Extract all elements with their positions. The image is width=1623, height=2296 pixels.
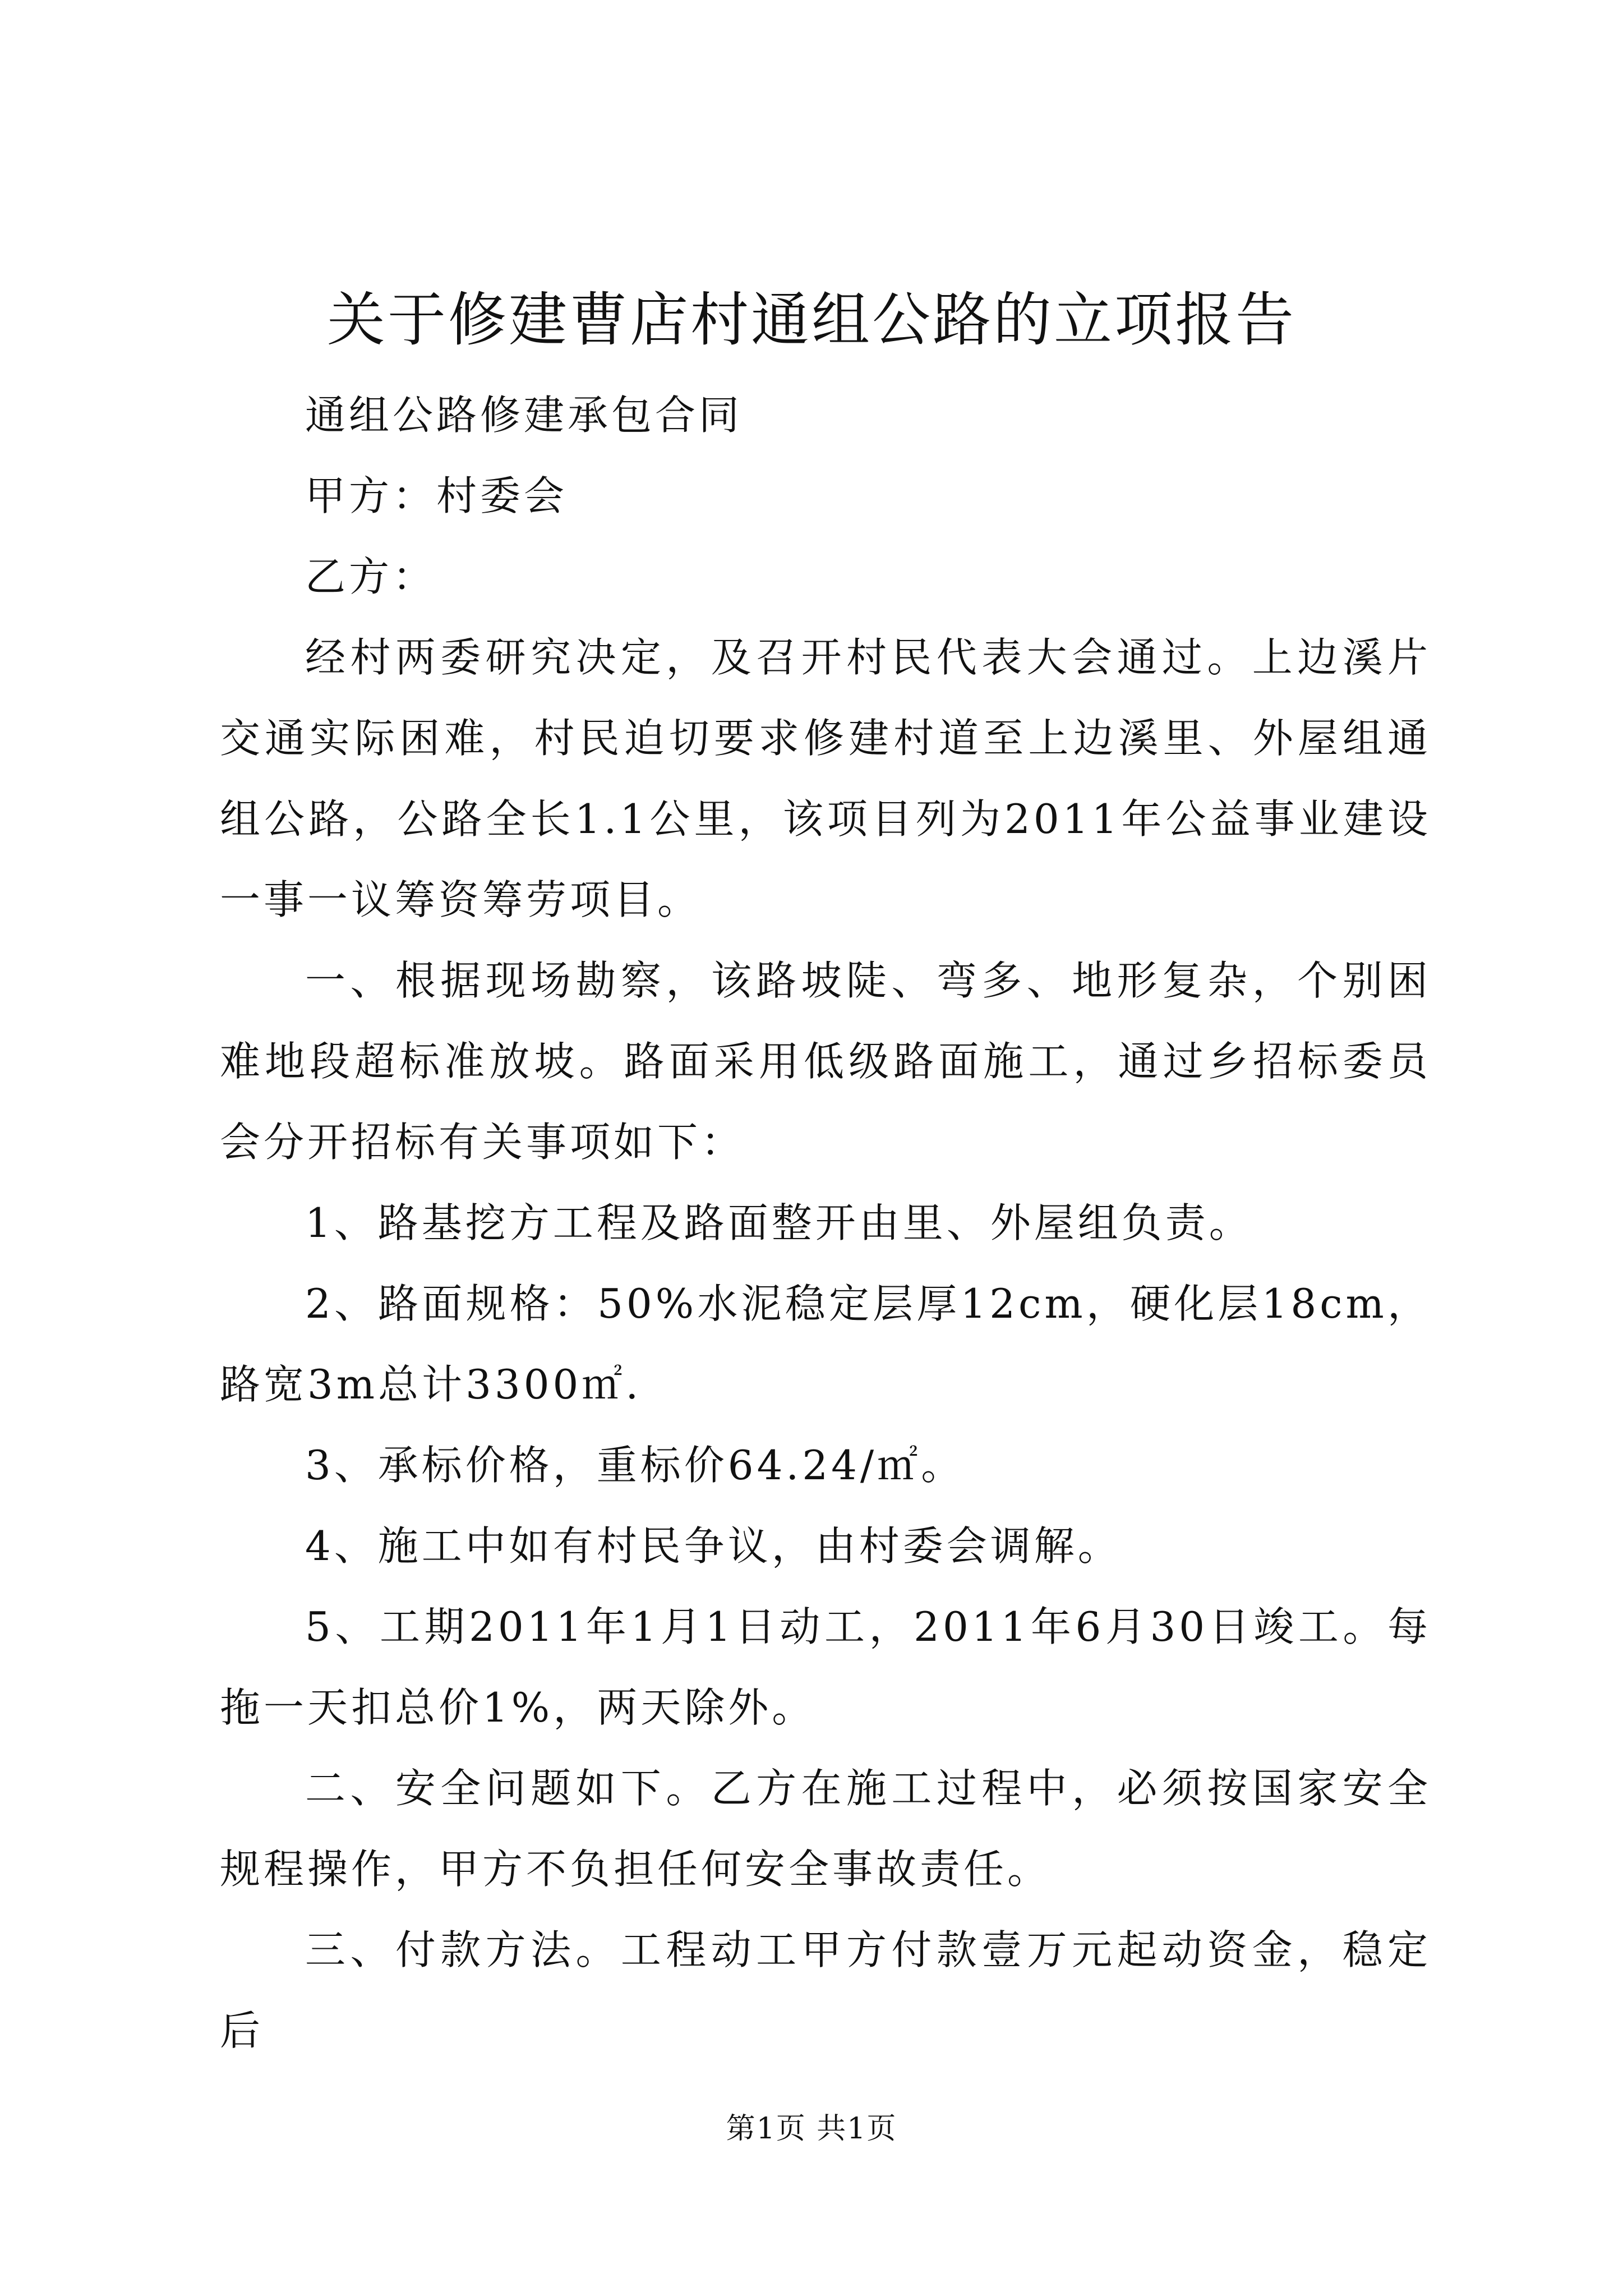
paragraph-party-a: 甲方：村委会 [305, 472, 568, 519]
paragraph-item-1: 1、路基挖方工程及路面整开由里、外屋组负责。 [305, 1199, 1253, 1246]
paragraph-contract-title: 通组公路修建承包合同 [305, 392, 743, 439]
paragraph-party-b: 乙方： [305, 553, 437, 600]
paragraph-item-5: 5、工期2011年1月1日动工，2011年6月30日竣工。每拖一天扣总价1%，两天除外。 [220, 1603, 1431, 1731]
page-footer: 第1页 共1页 [726, 2112, 897, 2146]
paragraph-section-2: 二、安全问题如下。乙方在施工过程中，必须按国家安全规程操作，甲方不负担任何安全事故责任。 [220, 1765, 1431, 1893]
document-body [220, 375, 1431, 2071]
paragraph-background: 经村两委研究决定，及召开村民代表大会通过。上边溪片交通实际困难，村民迫切要求修建村道至上边溪里、外屋组通组公路，公路全长1.1公里，该项目列为2011年公益事业建设一事一议筹资筹劳项目。 [220, 634, 1431, 923]
paragraph-item-3: 3、承标价格，重标价64.24/㎡。 [305, 1442, 965, 1489]
paragraph-item-2: 2、路面规格：50%水泥稳定层厚12cm，硬化层18cm，路宽3m总计3300㎡. [220, 1280, 1431, 1408]
paragraph-item-4: 4、施工中如有村民争议，由村委会调解。 [305, 1522, 1122, 1570]
paragraph-section-3: 三、付款方法。工程动工甲方付款壹万元起动资金，稳定后 [220, 1926, 1431, 2054]
paragraph-section-1: 一、根据现场勘察，该路坡陡、弯多、地形复杂，个别困难地段超标准放坡。路面采用低级路面施工，通过乡招标委员会分开招标有关事项如下： [220, 957, 1431, 1166]
document-title: 关于修建曹店村通组公路的立项报告 [326, 286, 1296, 354]
